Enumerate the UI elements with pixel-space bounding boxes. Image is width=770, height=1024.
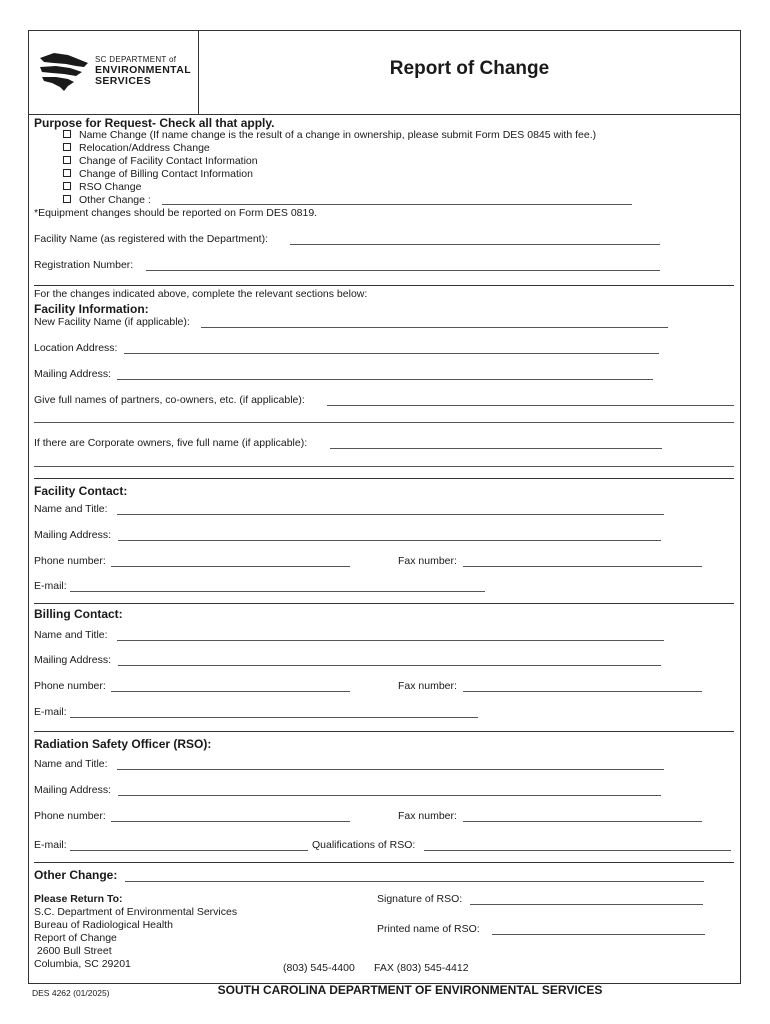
facility-contact-phone-label: Phone number: <box>34 555 106 567</box>
billing-phone-field[interactable] <box>111 691 350 692</box>
state-logo-icon <box>38 50 92 94</box>
section-divider <box>34 862 734 863</box>
rso-name-field[interactable] <box>117 769 664 770</box>
rso-heading: Radiation Safety Officer (RSO): <box>34 737 212 751</box>
billing-email-label: E-mail: <box>34 706 67 718</box>
corporate-owners-label: If there are Corporate owners, five full name (if applicable): <box>34 437 308 449</box>
return-to-heading: Please Return To: <box>34 893 123 905</box>
rso-phone-label: Phone number: <box>34 810 106 822</box>
billing-fax-label: Fax number: <box>398 680 457 692</box>
option-facility-contact: Change of Facility Contact Information <box>79 155 258 167</box>
facility-contact-name-field[interactable] <box>117 514 664 515</box>
rso-mailing-field[interactable] <box>118 795 661 796</box>
return-address-line2: Bureau of Radiological Health <box>34 919 173 931</box>
checkbox-rso-change[interactable] <box>63 182 71 190</box>
facility-intro: For the changes indicated above, complete the relevant sections below: <box>34 288 368 300</box>
partners-label: Give full names of partners, co-owners, etc. (if applicable): <box>34 394 305 406</box>
return-address-line5: Columbia, SC 29201 <box>34 958 131 970</box>
rso-signature-label: Signature of RSO: <box>377 893 463 905</box>
facility-contact-mailing-label: Mailing Address: <box>34 529 112 541</box>
facility-name-label: Facility Name (as registered with the Department): <box>34 233 268 245</box>
rso-printed-name-label: Printed name of RSO: <box>377 923 480 935</box>
return-address-line1: S.C. Department of Environmental Services <box>34 906 238 918</box>
billing-phone-label: Phone number: <box>34 680 106 692</box>
section-divider <box>34 478 734 479</box>
contact-phone: (803) 545-4400 <box>283 962 355 974</box>
option-billing-contact: Change of Billing Contact Information <box>79 168 253 180</box>
rso-qualifications-label: Qualifications of RSO: <box>312 839 416 851</box>
purpose-heading: Purpose for Request- Check all that apply. <box>34 116 275 130</box>
form-number: DES 4262 (01/2025) <box>32 988 110 998</box>
logo-line3: SERVICES <box>95 75 152 87</box>
other-change-field[interactable] <box>162 204 632 205</box>
option-name-change: Name Change (If name change is the result of a change in ownership, please submit Form DES 0845 with fee.) <box>79 129 597 141</box>
rso-qualifications-field[interactable] <box>424 850 731 851</box>
billing-mailing-field[interactable] <box>118 665 661 666</box>
new-facility-name-label: New Facility Name (if applicable): <box>34 316 190 328</box>
option-rso-change: RSO Change <box>79 181 142 193</box>
section-divider <box>34 731 734 732</box>
checkbox-name-change[interactable] <box>63 130 71 138</box>
section-divider <box>34 285 734 286</box>
facility-contact-email-field[interactable] <box>70 591 485 592</box>
new-facility-name-field[interactable] <box>201 327 668 328</box>
registration-label: Registration Number: <box>34 259 134 271</box>
facility-info-heading: Facility Information: <box>34 302 149 316</box>
agency-footer: SOUTH CAROLINA DEPARTMENT OF ENVIRONMENTAL SERVICES <box>217 983 603 997</box>
other-change-details-field[interactable] <box>125 881 704 882</box>
billing-contact-heading: Billing Contact: <box>34 607 123 621</box>
billing-fax-field[interactable] <box>463 691 702 692</box>
other-change-heading: Other Change: <box>34 868 118 882</box>
checkbox-facility-contact[interactable] <box>63 156 71 164</box>
facility-contact-phone-field[interactable] <box>111 566 350 567</box>
contact-fax: FAX (803) 545-4412 <box>374 962 469 974</box>
checkbox-other-change[interactable] <box>63 195 71 203</box>
billing-email-field[interactable] <box>70 717 478 718</box>
page-title: Report of Change <box>389 58 550 79</box>
billing-name-field[interactable] <box>117 640 664 641</box>
facility-contact-email-label: E-mail: <box>34 580 67 592</box>
option-relocation: Relocation/Address Change <box>79 142 210 154</box>
equipment-note: *Equipment changes should be reported on Form DES 0819. <box>34 207 318 219</box>
option-other-change: Other Change : <box>79 194 151 206</box>
section-divider <box>34 603 734 604</box>
facility-contact-fax-label: Fax number: <box>398 555 457 567</box>
facility-name-field[interactable] <box>290 244 660 245</box>
corporate-owners-field[interactable] <box>330 448 662 449</box>
checkbox-relocation[interactable] <box>63 143 71 151</box>
partners-field[interactable] <box>327 405 734 406</box>
return-address-line3: Report of Change <box>34 932 117 944</box>
facility-contact-name-label: Name and Title: <box>34 503 108 515</box>
facility-mailing-field[interactable] <box>117 379 653 380</box>
billing-name-label: Name and Title: <box>34 629 108 641</box>
location-address-field[interactable] <box>124 353 659 354</box>
billing-mailing-label: Mailing Address: <box>34 654 112 666</box>
logo-line2: ENVIRONMENTAL <box>95 64 192 76</box>
registration-field[interactable] <box>146 270 660 271</box>
rso-phone-field[interactable] <box>111 821 350 822</box>
checkbox-billing-contact[interactable] <box>63 169 71 177</box>
return-address-line4: 2600 Bull Street <box>34 945 112 957</box>
rso-fax-field[interactable] <box>463 821 702 822</box>
facility-contact-heading: Facility Contact: <box>34 484 128 498</box>
location-address-label: Location Address: <box>34 342 118 354</box>
rso-fax-label: Fax number: <box>398 810 457 822</box>
rso-name-label: Name and Title: <box>34 758 108 770</box>
rso-mailing-label: Mailing Address: <box>34 784 112 796</box>
facility-contact-fax-field[interactable] <box>463 566 702 567</box>
rso-email-field[interactable] <box>70 850 308 851</box>
header-divider <box>199 114 740 115</box>
facility-mailing-label: Mailing Address: <box>34 368 112 380</box>
rso-signature-field[interactable] <box>470 904 703 905</box>
facility-contact-mailing-field[interactable] <box>118 540 661 541</box>
logo-line1: SC DEPARTMENT of <box>95 55 177 64</box>
logo-wordmark <box>95 54 191 87</box>
rso-printed-name-field[interactable] <box>492 934 705 935</box>
partners-field-line2[interactable] <box>34 422 734 423</box>
rso-email-label: E-mail: <box>34 839 67 851</box>
corporate-owners-field-line2[interactable] <box>34 466 734 467</box>
